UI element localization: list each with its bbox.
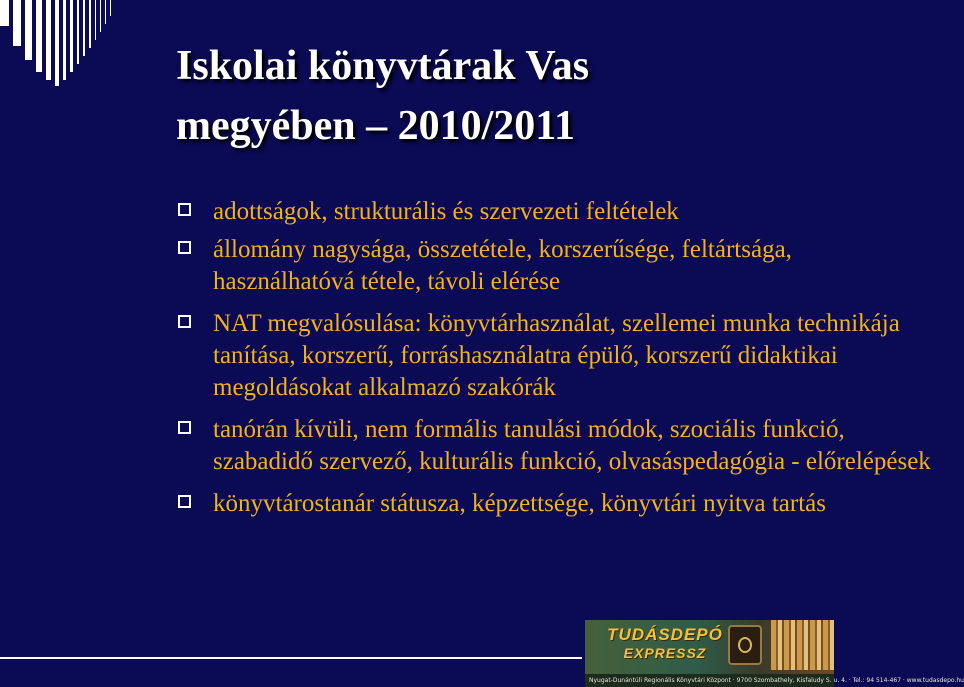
square-bullet-icon: [178, 421, 191, 434]
slide-title-line-1: Iskolai könyvtárak Vas: [176, 43, 590, 89]
bullet-text: NAT megvalósulása: könyvtárhasználat, szellemei munka technikája tanítása, korszerű, forráshasználatra épülő, korszerű didaktikai megoldásokat alkalmazó szakórák: [213, 310, 900, 401]
logo-line-2: EXPRESSZ: [623, 645, 707, 661]
bullet-item: [176, 414, 936, 478]
logo-address-strip: Nyugat-Dunántúli Regionális Könyvtári Központ · 9700 Szombathely, Kisfaludy S. u. 4. · Tel.: 94 514-467 · www.tudasdepo.hu: [585, 674, 834, 687]
bottom-divider: [0, 657, 582, 659]
bullet-item: [176, 308, 936, 404]
slide-title: [176, 36, 936, 156]
bullet-item: [176, 234, 936, 298]
square-bullet-icon: [178, 495, 191, 508]
bullet-text: könyvtárostanár státusza, képzettsége, könyvtári nyitva tartás: [213, 490, 826, 517]
bookshelf-image: [771, 620, 834, 670]
square-bullet-icon: [178, 315, 191, 328]
slide-title-line-2: megyében – 2010/2011: [176, 103, 575, 149]
bullet-text: állomány nagysága, összetétele, korszerűsége, feltártsága, használhatóvá tétele, távoli elérése: [213, 236, 792, 295]
library-emblem-icon: [728, 625, 762, 665]
logo-line-1: TUDÁSDEPÓ: [607, 625, 723, 644]
tudasdepo-expressz-logo: [585, 620, 964, 687]
bullet-list: [176, 196, 936, 530]
logo-wordmark: [605, 626, 725, 662]
bullet-text: adottságok, strukturális és szervezeti feltételek: [213, 198, 679, 225]
bullet-text: tanórán kívüli, nem formális tanulási módok, szociális funkció, szabadidő szervező, kulturális funkció, olvasáspedagógia - előrelépések: [213, 416, 931, 475]
bullet-item: [176, 488, 936, 520]
decorative-stripes: [0, 0, 170, 90]
square-bullet-icon: [178, 203, 191, 216]
bullet-item: [176, 196, 936, 228]
square-bullet-icon: [178, 241, 191, 254]
